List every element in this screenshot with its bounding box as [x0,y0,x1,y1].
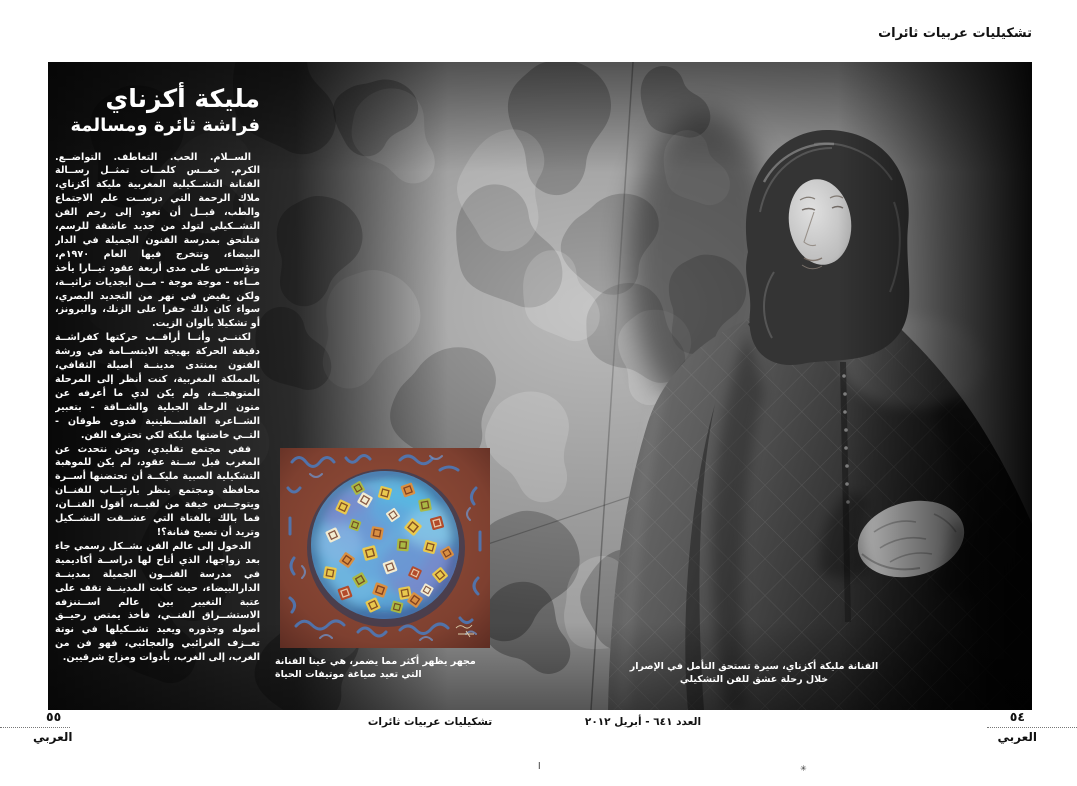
print-registration-mark: ا [538,762,541,772]
print-registration-mark: ✳ [800,764,807,773]
article-paragraph: ففي مجتمع تقليدي، ونحن نتحدث عن المغرب قبل ســتة عقود، لم يكن للموهبة التشكيلية الصبية مليكــة أن تحتضنها أســرة محافظة ومجتمع ينظر بارتيــاب للفنــان ويتوجــس خيفة من لقبــه، أقول الفنــان، فما بالك بالفتاة التي عشــقت التشــكيل وتريد أن تصبح فنانة؟! [55,443,260,538]
photo-caption [618,661,890,686]
footer-dotted-rule-right [987,727,1077,728]
footer-dotted-rule-left [0,727,70,728]
article-paragraph: الدخول إلى عالم الفن بشــكل رسمي جاء بعد زواجها، الذي أتاح لها دراســة أكاديمية في مدرسة الفنــون الجميلة بمدينــة الدارالبيضاء، حيث كانت المدينــة تقف على عتبة التغيير بين عالم اســتنزفه الاستشــراق الفنــي، فأخذ يمتص رحيــق أصوله وجذوره ويعيد تشــكيلها في نوتة تعــزف الغرائبي والعجائبي، فهو فن من الغرب، إلى الغرب، بأدوات ومزاج شرقيين. [55,540,260,664]
issue-info: العدد ٦٤١ - أبريل ٢٠١٢ [584,716,702,728]
article-paragraph: الســلام. الحب. التعاطف. التواضــع. الكرم. خمــس كلمــات تمثــل رســالة الفنانة التشــكيلية المغربية مليكة أكزناي، ملاك الرحمة التي درســت علم الاجتماع والطب، قبــل أن تعود إلى رحم الفن التشــكيلي لتولد من جديد عاشقة للرسم، فتلتحق بمدرسة الفنون الجميلة في الدار البيضاء، وتتخرج فيها العام ١٩٧٠م، وتؤســس على مدى أربعة عقود تيــارا يأخذ مــاءه - موجة موجة - مــن أبجديات تراثيــة، ولكن يفيض في نهر من التجديد البصري، سواء كان ذلك حفرا على الزنك، والبرونز، أو تشكيلا بألوان الزيت. [55,151,260,330]
page-number-right: ٥٤ [1009,709,1025,724]
photo-caption-line1: الفنانة مليكة أكزناي، سيرة تستحق التأمل في الإصرار [629,661,879,672]
section-header: تشكيليات عربيات ثائرات [878,26,1032,41]
magazine-name-left: العربي [33,730,73,744]
article-paragraph: لكننــي وأنــا أراقــب حركتها كفراشــة دقيقة الحركة بهيجة الابتســامة في ورشة الفنون بمنتدى مدينــة أصيلة الثقافي، بالمملكة المغربية، كنت أنظر إلى المرحلة المتوهجــة، ولم يكن لدي ما أعرفه عن متون الرحلة الجبلية والشــاقة - بتعبير الشــاعرة الفلســطينية فدوى طوقان - التــي خاضتها مليكة لكي تحترف الفن. [55,332,260,441]
page-number-left: ٥٥ [46,709,62,724]
article-title: مليكة أكزناي [105,84,260,113]
article-body [55,151,260,691]
painting-artwork [280,448,490,648]
magazine-name-right: العربي [997,730,1037,744]
painting-caption: مجهر يظهر أكثر مما يضمر، هي عينا الفنانة التي تعيد صياغة موتيفات الحياة [275,656,476,680]
footer-section-title: تشكيليات عربيات ثائرات [367,716,493,728]
article [55,84,260,691]
photo-spread [48,62,1032,710]
photo-caption-line2: خلال رحلة عشق للفن التشكيلي [679,673,829,685]
article-subtitle: فراشة ثائرة ومسالمة [70,115,260,136]
